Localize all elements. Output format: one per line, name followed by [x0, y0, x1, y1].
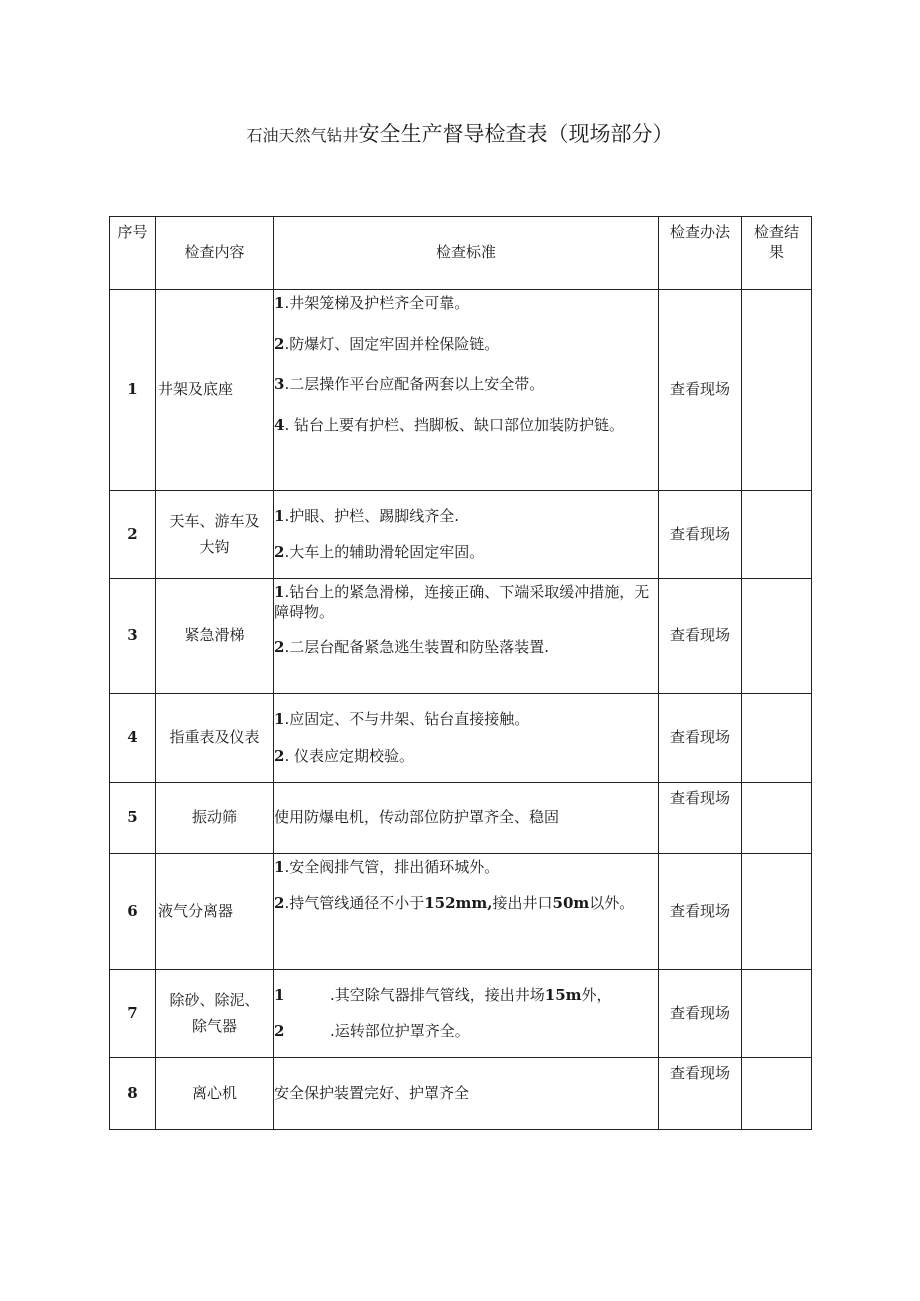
table-row — [110, 970, 812, 1058]
row-result — [742, 491, 812, 579]
row-item-line2: 大钩 — [199, 537, 230, 556]
row-result — [742, 579, 812, 694]
header-method: 检查办法 — [659, 217, 742, 290]
row-standard — [274, 783, 659, 854]
standard-line: 1 .其空除气器排气管线，接出井场15m外， — [274, 986, 612, 1004]
row-item-line1: 天车、游车及 — [169, 512, 260, 530]
row-method: 查看现场 — [659, 854, 742, 970]
row-item: 指重表及仪表 — [156, 694, 274, 783]
table-row — [110, 290, 812, 491]
row-number: 1 — [110, 290, 156, 491]
header-result — [742, 217, 812, 290]
table-row — [110, 1058, 812, 1130]
table-row — [110, 491, 812, 579]
table-row — [110, 854, 812, 970]
header-item: 检查内容 — [156, 217, 274, 290]
row-method: 查看现场 — [659, 783, 742, 854]
standard-line: 3.二层操作平台应配备两套以上安全带。 — [274, 375, 545, 393]
row-method: 查看现场 — [659, 970, 742, 1058]
inspection-table — [109, 216, 812, 1130]
row-result — [742, 290, 812, 491]
header-no: 序号 — [110, 217, 156, 290]
standard-line: 1.应固定、不与井架、钻台直接接触。 — [274, 709, 530, 728]
row-standard — [274, 694, 659, 783]
row-number: 6 — [110, 854, 156, 970]
title-main: 安全生产督导检查表（现场部分） — [358, 122, 674, 146]
standard-line: 1.安全阀排气管，排出循环城外。 — [274, 858, 500, 876]
row-item: 离心机 — [156, 1058, 274, 1130]
row-result — [742, 970, 812, 1058]
row-number: 7 — [110, 970, 156, 1058]
standard-line: 1.护眼、护栏、踢脚线齐全. — [274, 507, 459, 525]
header-result-line2: 果 — [768, 242, 784, 261]
title-prefix: 石油天然气钻井 — [246, 126, 359, 145]
row-standard — [274, 290, 659, 491]
header-standard: 检查标准 — [274, 217, 659, 290]
standard-line: 安全保护装置完好、护罩齐全 — [274, 1083, 470, 1102]
row-method: 查看现场 — [659, 1058, 742, 1130]
standard-line: 2.二层台配备紧急逃生装置和防坠落装置. — [274, 638, 549, 656]
standard-line: 2 .运转部位护罩齐全。 — [274, 1021, 470, 1040]
row-method: 查看现场 — [659, 491, 742, 579]
row-number: 4 — [110, 694, 156, 783]
row-method: 查看现场 — [659, 694, 742, 783]
row-item — [156, 491, 274, 579]
row-item: 井架及底座 — [156, 290, 274, 491]
row-method: 查看现场 — [659, 290, 742, 491]
header-result-line1: 检查结 — [753, 223, 799, 241]
table-row — [110, 694, 812, 783]
standard-line: 2.防爆灯、固定牢固并栓保险链。 — [274, 334, 500, 353]
standard-line: 4. 钻台上要有护栏、挡脚板、缺口部位加装防护链。 — [274, 415, 624, 434]
standard-line: 1.井架笼梯及护栏齐全可靠。 — [274, 294, 470, 312]
row-standard — [274, 854, 659, 970]
row-result — [742, 1058, 812, 1130]
row-standard — [274, 1058, 659, 1130]
standard-line: 使用防爆电机，传动部位防护罩齐全、稳固 — [274, 808, 560, 827]
row-standard — [274, 579, 659, 694]
row-item: 振动筛 — [156, 783, 274, 854]
table-row — [110, 783, 812, 854]
row-result — [742, 783, 812, 854]
row-result — [742, 854, 812, 970]
row-item: 紧急滑梯 — [156, 579, 274, 694]
row-item — [156, 970, 274, 1058]
row-item: 液气分离器 — [156, 854, 274, 970]
row-number: 5 — [110, 783, 156, 854]
row-number: 2 — [110, 491, 156, 579]
row-standard — [274, 970, 659, 1058]
standard-line: 1.钻台上的紧急滑梯，连接正确、下端采取缓冲措施，无障碍物。 — [274, 583, 650, 621]
page-title — [0, 124, 920, 145]
table-row — [110, 579, 812, 694]
row-standard — [274, 491, 659, 579]
standard-line: 2.持气管线通径不小于152mm,接出井口50m以外。 — [274, 893, 635, 912]
row-result — [742, 694, 812, 783]
row-method: 查看现场 — [659, 579, 742, 694]
table-header-row — [110, 217, 812, 290]
row-number: 8 — [110, 1058, 156, 1130]
standard-line: 2.大车上的辅助滑轮固定牢固。 — [274, 542, 485, 561]
row-item-line2: 除气器 — [191, 1016, 237, 1035]
row-number: 3 — [110, 579, 156, 694]
standard-line: 2. 仪表应定期校验。 — [274, 747, 414, 765]
row-item-line1: 除砂、除泥、 — [169, 991, 260, 1009]
